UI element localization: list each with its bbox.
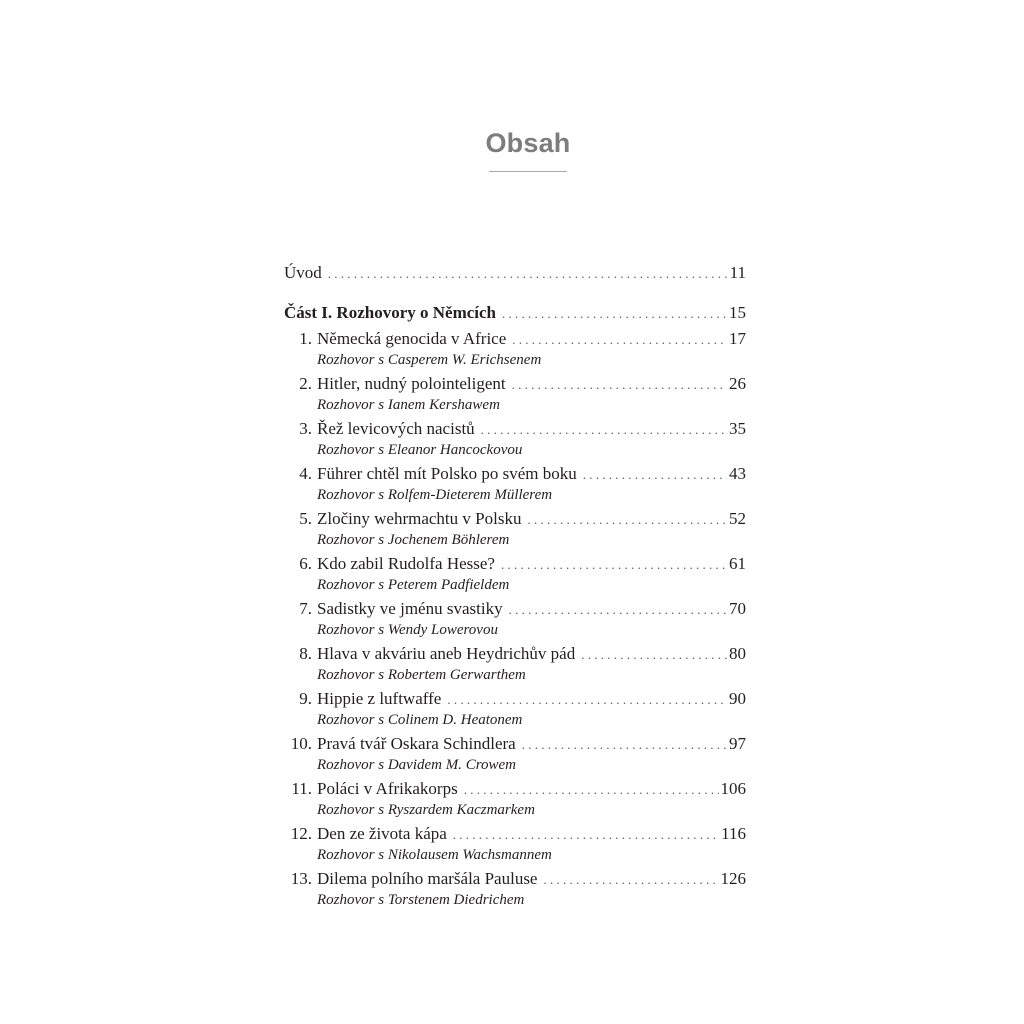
toc-entry-row (284, 373, 746, 395)
toc-entry-page: 80 (729, 644, 746, 663)
toc-entry-row (284, 868, 746, 890)
toc-entry[interactable] (284, 328, 746, 370)
toc-entry[interactable] (284, 508, 746, 550)
toc-entry-title: Německá genocida v Africe (317, 329, 507, 348)
toc-entry-row (284, 418, 746, 440)
toc-entry-number: 3. (299, 419, 312, 438)
page-title: Obsah (485, 128, 571, 158)
dot-leader (543, 869, 718, 891)
toc-entry-page: 17 (729, 329, 746, 348)
toc-entry-title: Sadistky ve jménu svastiky (317, 599, 503, 618)
toc-entry-number: 2. (299, 374, 312, 393)
toc-entry-number: 12. (290, 824, 312, 843)
toc-entry-title: Dilema polního maršála Pauluse (317, 869, 538, 888)
toc-entry[interactable] (284, 373, 746, 415)
toc-entry-page: 26 (729, 374, 746, 393)
toc-intro-row[interactable] (284, 262, 746, 284)
toc-entry-number: 7. (299, 599, 312, 618)
toc-entry-page: 106 (720, 779, 746, 798)
table-of-contents (284, 262, 746, 913)
toc-part-row[interactable] (284, 302, 746, 324)
toc-entry-title: Den ze života kápa (317, 824, 447, 843)
toc-entry-number: 4. (299, 464, 312, 483)
toc-entry-title: Hippie z luftwaffe (317, 689, 442, 708)
dot-leader (501, 554, 727, 576)
dot-leader (447, 689, 727, 711)
dot-leader (522, 734, 727, 756)
toc-entry-number: 9. (299, 689, 312, 708)
toc-entry-subtitle: Rozhovor s Ryszardem Kaczmarkem (317, 802, 535, 818)
toc-entry-title: Pravá tvář Oskara Schindlera (317, 734, 516, 753)
toc-entry-page: 43 (729, 464, 746, 483)
toc-entry-number: 11. (291, 779, 312, 798)
toc-entry-title: Poláci v Afrikakorps (317, 779, 458, 798)
toc-entry-page: 35 (729, 419, 746, 438)
toc-intro-label: Úvod (284, 263, 322, 282)
toc-entry-title: Zločiny wehrmachtu v Polsku (317, 509, 522, 528)
dot-leader (481, 419, 727, 441)
toc-entry-row (284, 553, 746, 575)
toc-entry-title: Führer chtěl mít Polsko po svém boku (317, 464, 577, 483)
toc-entry-row (284, 643, 746, 665)
toc-entry-row (284, 688, 746, 710)
dot-leader (453, 824, 719, 846)
toc-entry-page: 116 (721, 824, 746, 843)
toc-entry-page: 70 (729, 599, 746, 618)
dot-leader (512, 374, 727, 396)
toc-entry-subtitle: Rozhovor s Jochenem Böhlerem (317, 532, 510, 548)
toc-entry-subtitle: Rozhovor s Nikolausem Wachsmannem (317, 847, 552, 863)
toc-entry[interactable] (284, 418, 746, 460)
toc-intro-page: 11 (729, 263, 746, 282)
toc-entry-title: Hlava v akváriu aneb Heydrichův pád (317, 644, 576, 663)
toc-entry-row (284, 598, 746, 620)
toc-entry-title: Řež levicových nacistů (317, 419, 475, 438)
dot-leader (583, 464, 727, 486)
toc-entry-row (284, 823, 746, 845)
toc-entry-number: 13. (290, 869, 312, 888)
dot-leader (464, 779, 719, 801)
toc-entry[interactable] (284, 688, 746, 730)
toc-entry-subtitle: Rozhovor s Colinem D. Heatonem (317, 712, 523, 728)
toc-entry-page: 97 (729, 734, 746, 753)
dot-leader (509, 599, 727, 621)
toc-entry-subtitle: Rozhovor s Robertem Gerwarthem (317, 667, 526, 683)
toc-entries (284, 328, 746, 910)
toc-entry-title: Hitler, nudný polointeligent (317, 374, 506, 393)
dot-leader (527, 509, 727, 531)
toc-entry-subtitle: Rozhovor s Wendy Lowerovou (317, 622, 498, 638)
dot-leader (581, 644, 727, 666)
toc-entry-row (284, 508, 746, 530)
dot-leader (512, 329, 727, 351)
toc-entry-number: 8. (299, 644, 312, 663)
toc-entry-subtitle: Rozhovor s Rolfem-Dieterem Müllerem (317, 487, 553, 503)
toc-entry-subtitle: Rozhovor s Torstenem Diedrichem (317, 892, 525, 908)
toc-entry-page: 90 (729, 689, 746, 708)
toc-entry-row (284, 328, 746, 350)
toc-entry-row (284, 733, 746, 755)
toc-entry-subtitle: Rozhovor s Peterem Padfieldem (317, 577, 510, 593)
toc-entry[interactable] (284, 598, 746, 640)
toc-entry[interactable] (284, 778, 746, 820)
toc-entry[interactable] (284, 823, 746, 865)
toc-entry-subtitle: Rozhovor s Ianem Kershawem (317, 397, 500, 413)
toc-entry-number: 5. (299, 509, 312, 528)
toc-entry-page: 126 (720, 869, 746, 888)
toc-entry-row (284, 463, 746, 485)
toc-entry-page: 61 (729, 554, 746, 573)
toc-part-label: Část I. Rozhovory o Němcích (284, 303, 496, 322)
dot-leader (328, 263, 728, 285)
toc-entry-row (284, 778, 746, 800)
toc-entry[interactable] (284, 868, 746, 910)
toc-entry-subtitle: Rozhovor s Eleanor Hancockovou (317, 442, 523, 458)
dot-leader (502, 303, 727, 325)
toc-entry[interactable] (284, 733, 746, 775)
toc-entry[interactable] (284, 553, 746, 595)
toc-entry-page: 52 (729, 509, 746, 528)
toc-entry-subtitle: Rozhovor s Davidem M. Crowem (317, 757, 517, 773)
toc-part-page: 15 (729, 303, 746, 322)
toc-entry[interactable] (284, 463, 746, 505)
toc-entry-number: 1. (299, 329, 312, 348)
title-underline (489, 171, 567, 172)
toc-entry-subtitle: Rozhovor s Casperem W. Erichsenem (317, 352, 542, 368)
toc-entry-title: Kdo zabil Rudolfa Hesse? (317, 554, 495, 573)
toc-entry[interactable] (284, 643, 746, 685)
toc-entry-number: 6. (299, 554, 312, 573)
toc-entry-number: 10. (290, 734, 312, 753)
